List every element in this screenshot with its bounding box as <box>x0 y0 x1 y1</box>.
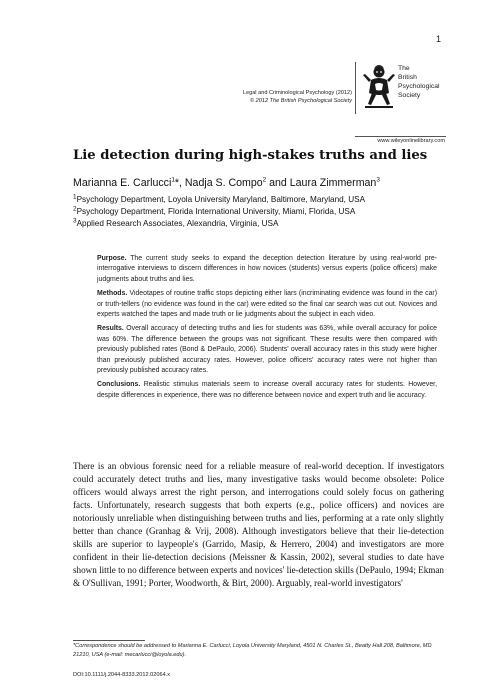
conclusions-heading: Conclusions. <box>97 381 141 389</box>
society-line-4: Society <box>398 92 421 99</box>
header-rule <box>355 136 446 137</box>
society-line-3: Psychological <box>398 83 440 90</box>
affiliation-2-num: 2 <box>73 205 77 213</box>
methods-heading: Methods. <box>97 290 128 298</box>
abstract-conclusions <box>97 380 437 401</box>
journal-url[interactable]: www.wileyonlinelibrary.com <box>377 138 445 144</box>
author-2: , Nadja S. Compo <box>179 177 263 189</box>
journal-copyright: © 2012 The British Psychological Society <box>249 98 352 104</box>
author-3: and Laura Zimmerman <box>266 177 377 189</box>
results-text: Overall accuracy of detecting truths and lies for students was 63%, while overall accuracy for police was 60%. The difference between the groups was not significant. These results were then compared with previously published rates (Bond & DePaulo, 2006). Students' overall accuracy rates in this study were higher than previously published accuracy rates. However, police officers' accuracy rates were not higher than previously published accuracy rates. <box>97 325 437 375</box>
author-list <box>73 177 380 189</box>
affiliation-2 <box>73 207 355 216</box>
affiliation-3-text: Applied Research Associates, Alexandria, Virginia, USA <box>76 219 279 228</box>
article-title: Lie detection during high-stakes truths and lies <box>73 148 428 163</box>
journal-info <box>243 89 352 105</box>
footnote-rule <box>73 640 145 641</box>
society-name <box>398 64 440 100</box>
society-line-1: The <box>398 65 410 72</box>
affiliation-3 <box>73 219 278 228</box>
purpose-heading: Purpose. <box>97 255 127 262</box>
affiliation-1-text: Psychology Department, Loyola University Maryland, Baltimore, Maryland, USA <box>76 195 366 204</box>
corresponding-mark: * <box>174 177 180 189</box>
society-line-2: British <box>398 74 417 81</box>
affiliation-1-num: 1 <box>73 193 77 201</box>
affiliation-1 <box>73 195 365 204</box>
methods-text: Videotapes of routine traffic stops depicting either liars (incriminating evidence was found in the car) or truth-tellers (no evidence was found in the car) were edited so the final car search was cut out. Novices and experts watched the tapes and made truth or lie judgments about the subject in each video. <box>97 290 438 319</box>
conclusions-text: Realistic stimulus materials seem to increase overall accuracy rates for students. However, despite differences in experience, there was no difference between novice and expert truth and lie accuracy. <box>97 381 437 399</box>
society-logo-icon <box>361 63 397 109</box>
abstract-methods <box>97 289 437 320</box>
author-2-affil-sup: 2 <box>262 176 267 184</box>
abstract <box>97 254 437 405</box>
body-text <box>73 460 444 590</box>
page-number: 1 <box>435 34 441 44</box>
affiliation-2-text: Psychology Department, Florida International University, Miami, Florida, USA <box>76 207 356 216</box>
doi[interactable]: DOI:10.1111/j.2044-8333.2012.02064.x <box>73 672 171 678</box>
abstract-results <box>97 324 437 376</box>
author-1: Marianna E. Carlucci <box>73 177 172 189</box>
abstract-purpose <box>97 254 437 285</box>
correspondence-footnote: *Correspondence should be addressed to Marianna E. Carlucci, Loyola University Maryland, 4501 N. Charles St., Beatty Hall 208, Baltimore, MD 21210, USA (e-mail: mecarlucci@loyola.edu). <box>73 643 432 658</box>
body-paragraph: There is an obvious forensic need for a reliable measure of real-world deception. If investigators could accurately detect truths and lies, many investigative tasks would become obsolete: Police officers would always arrest the right person, and interrogations could solely focus on gathering facts. Unfortunately, research suggests that both experts (e.g., police officers) and novices are notoriously unreliable when distinguishing between truths and lies, performing at a rate only slightly better than chance (Granhag & Vrij, 2008). Although investigators believe that their lie-detection skills are superior to laypeople's (Garrido, Masip, & Herrero, 2004) and investigators are more confident in their lie-detection decisions (Meissner & Kassin, 2002), several studies to date have shown little to no difference between experts and novices' lie-detection skills (DePaulo, 1994; Ekman & O'Sullivan, 1991; Porter, Woodworth, & Birt, 2000). Arguably, real-world investigators' <box>73 461 444 588</box>
affiliation-3-num: 3 <box>73 217 77 225</box>
journal-name: Legal and Criminological Psychology (2012) <box>242 90 352 96</box>
results-heading: Results. <box>97 325 124 333</box>
header-divider <box>355 62 356 114</box>
purpose-text: The current study seeks to expand the deception detection literature by using real-world pre-interrogative interviews to discern differences in how novices (students) versus experts (police officers) make judgments about truths and lies. <box>97 255 437 283</box>
author-1-affil-sup: 1 <box>171 176 175 184</box>
author-3-affil-sup: 3 <box>376 176 380 184</box>
